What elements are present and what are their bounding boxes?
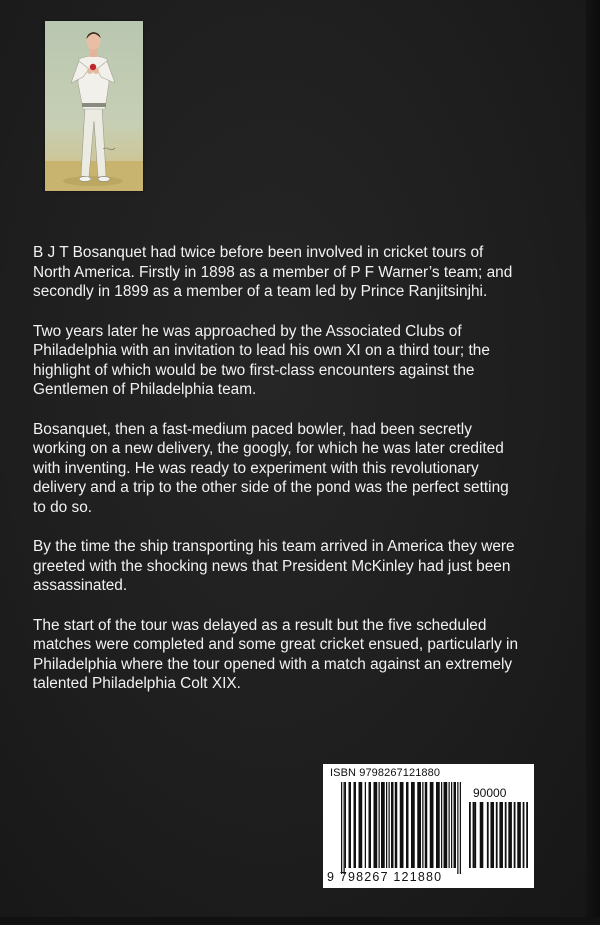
barcode-bar [460, 782, 461, 874]
blurb-paragraph [33, 616, 568, 694]
blurb-line: greeted with the shocking news that President McKinley had just been [33, 557, 511, 575]
blurb-line: Two years later he was approached by the Associated Clubs of [33, 322, 462, 340]
barcode-bar [474, 802, 476, 868]
barcode-bar [526, 802, 528, 868]
barcode-bar [344, 782, 345, 874]
barcode-bar [391, 782, 394, 868]
blurb-line: North America. Firstly in 1898 as a member of P F Warner’s team; and [33, 263, 513, 281]
barcode-bar [389, 782, 390, 868]
barcode-bar [406, 782, 409, 868]
barcode-bar [365, 782, 366, 868]
barcode-bar [457, 782, 458, 874]
barcode-bar [395, 782, 398, 868]
barcode-bar [514, 802, 516, 868]
barcode-bar [417, 782, 421, 868]
barcode-bar [496, 802, 498, 868]
barcode-bar [441, 782, 442, 868]
isbn-digits: 9 798267 121880 [327, 870, 443, 884]
blurb-line: with inventing. He was ready to experiment with this revolutionary [33, 459, 479, 477]
barcode-bar [359, 782, 363, 868]
barcode-bar [341, 782, 342, 874]
barcode-bar [349, 782, 352, 868]
barcode-bar [487, 802, 489, 868]
barcode-bar [473, 802, 475, 868]
blurb-paragraph [33, 243, 568, 302]
barcode-bar [381, 782, 385, 868]
cover-edge [586, 0, 600, 925]
blurb-paragraph [33, 420, 568, 518]
barcode-bar [517, 802, 521, 868]
blurb-line: talented Philadelphia Colt XIX. [33, 675, 241, 692]
blurb-line: The start of the tour was delayed as a result but the five scheduled [33, 616, 487, 634]
blurb-paragraph [33, 322, 568, 400]
blurb-line: working on a new delivery, the googly, for which he was later credited [33, 440, 504, 457]
barcode-bar [369, 782, 372, 868]
price-code: 90000 [473, 786, 507, 800]
blurb-line: assassinated. [33, 577, 128, 594]
blurb-line: B J T Bosanquet had twice before been involved in cricket tours of [33, 244, 484, 261]
barcode-bar [505, 802, 507, 868]
barcode-bar [490, 802, 494, 868]
isbn-label: ISBN 9798267121880 [330, 767, 441, 779]
blurb-line: Philadelphia with an invitation to lead his own XI on a third tour; the [33, 342, 490, 359]
barcode-bar [379, 782, 380, 868]
barcode-bar [523, 802, 525, 868]
barcode-bar [386, 782, 387, 868]
barcode-bar [425, 782, 428, 868]
barcode-bar [444, 782, 448, 868]
barcode-bar [449, 782, 450, 868]
barcode-bar [469, 802, 471, 868]
barcode-bar [436, 782, 440, 868]
blurb-line: secondly in 1899 as a member of a team led by Prince Ranjitsinjhi. [33, 283, 488, 300]
blurb-line: Bosanquet, then a fast-medium paced bowler, had been secretly [33, 420, 472, 438]
barcode-bar [499, 802, 503, 868]
barcode-bar [354, 782, 357, 868]
barcode-bar [422, 782, 423, 868]
barcode-bar [454, 782, 457, 868]
blurb-paragraph [33, 537, 568, 596]
barcode-bar [430, 782, 434, 868]
cover-bottom-edge [0, 917, 600, 925]
barcode-bar [508, 802, 512, 868]
barcode-bar [345, 782, 346, 868]
cricketer-portrait-icon [45, 21, 143, 191]
blurb-line: Gentlemen of Philadelphia team. [33, 381, 257, 398]
barcode-bar [400, 782, 404, 868]
isbn-barcode [323, 764, 534, 888]
blurb-line: to do so. [33, 498, 93, 516]
barcode-bar [374, 782, 378, 868]
blurb-line: By the time the ship transporting his team arrived in America they were [33, 538, 515, 555]
blurb-line: highlight of which would be two first-class encounters against the [33, 361, 475, 379]
barcode-bar [451, 782, 452, 868]
barcode-bar [411, 782, 415, 868]
barcode-bar [480, 802, 484, 868]
blurb-line: delivery and a trip to the other side of the pond was the perfect setting [33, 479, 509, 496]
blurb-line: matches were completed and some great cricket ensued, particularly in [33, 636, 519, 653]
blurb-text [33, 243, 568, 714]
blurb-line: Philadelphia where the tour opened with a match against an extremely [33, 655, 513, 673]
